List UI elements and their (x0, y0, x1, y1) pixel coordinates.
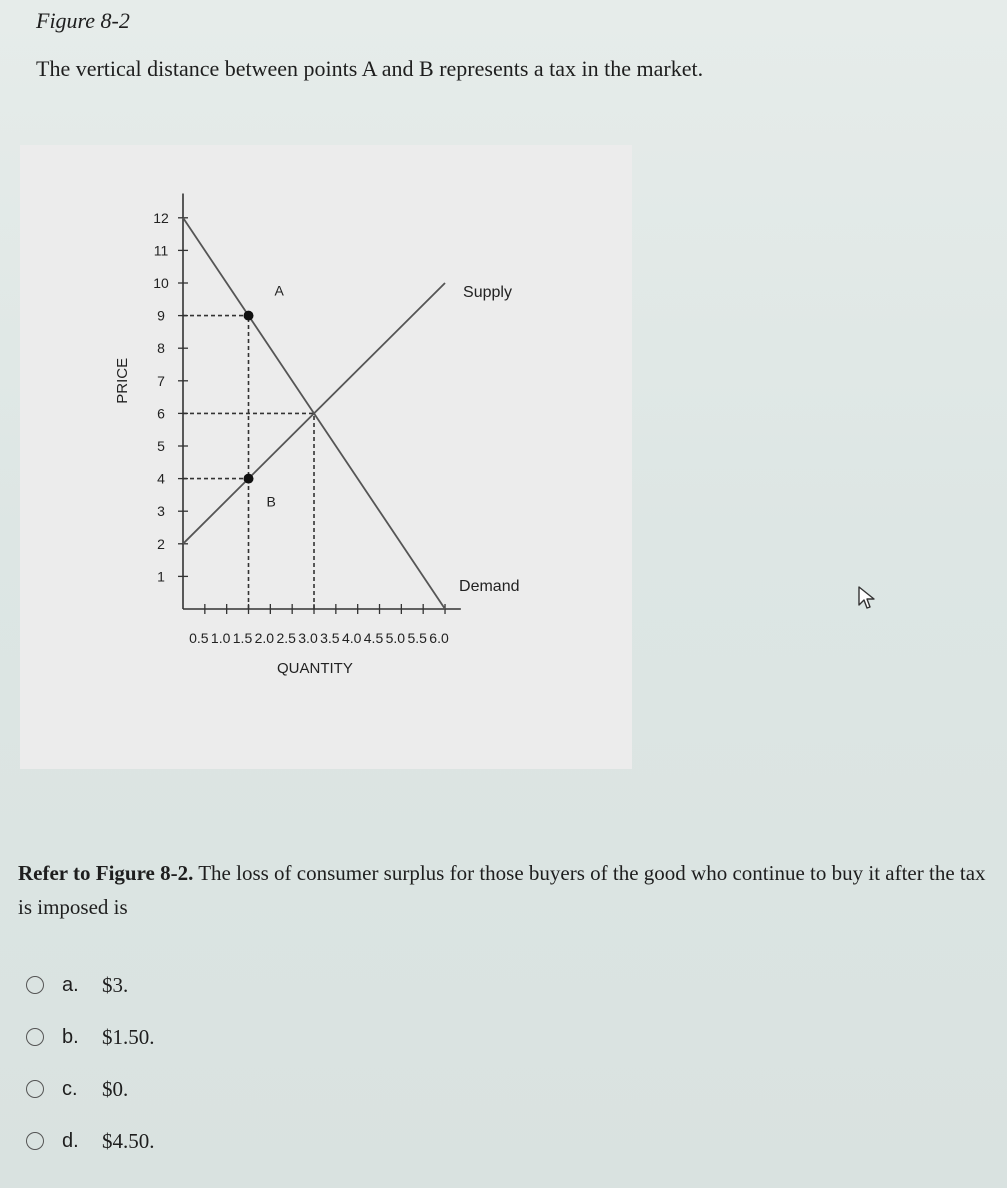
x-tick-label: 1.0 (210, 630, 231, 646)
x-axis-label: QUANTITY (277, 660, 353, 677)
option-letter: b. (62, 1025, 79, 1048)
option-text: $4.50. (102, 1128, 155, 1153)
figure-title: Figure 8-2 (36, 8, 130, 33)
y-tick-label: 11 (153, 242, 169, 259)
radio-button-icon[interactable] (26, 1132, 44, 1150)
radio-button-icon[interactable] (26, 1028, 44, 1046)
y-tick-label: 8 (157, 340, 165, 357)
option-b[interactable] (26, 1018, 155, 1056)
pointer-cursor-icon (855, 585, 881, 611)
option-text: $0. (102, 1076, 129, 1101)
x-tick-label: 4.0 (341, 630, 362, 646)
question-body: The loss of consumer surplus for those buyers of the good who continue to buy it after the tax is imposed is (18, 861, 986, 919)
demand-label: Demand (459, 578, 520, 595)
option-letter: d. (62, 1129, 79, 1152)
option-text: $1.50. (102, 1024, 155, 1049)
option-letter: a. (62, 973, 79, 996)
y-tick-label: 1 (157, 568, 165, 585)
option-letter: c. (62, 1077, 78, 1100)
y-tick-label: 2 (157, 535, 165, 552)
question-text (18, 856, 993, 924)
option-text: $3. (102, 972, 129, 997)
point-a-marker (244, 311, 254, 321)
y-tick-label: 7 (157, 372, 165, 389)
point-label-b: B (266, 493, 276, 510)
y-tick-label: 12 (153, 209, 169, 226)
x-tick-label: 3.0 (298, 630, 318, 646)
supply-label: Supply (463, 284, 512, 301)
y-tick-label: 6 (157, 405, 165, 422)
y-tick-label: 9 (157, 307, 165, 324)
supply-demand-chart (20, 145, 632, 769)
y-axis-label: PRICE (114, 357, 131, 404)
y-tick-label: 3 (157, 503, 165, 520)
x-tick-label: 1.5 (232, 630, 253, 646)
option-c[interactable] (26, 1070, 155, 1108)
x-tick-label: 3.5 (320, 630, 340, 646)
radio-button-icon[interactable] (26, 976, 44, 994)
y-tick-label: 4 (157, 470, 165, 487)
answer-options (26, 966, 155, 1174)
point-label-a: A (274, 282, 284, 299)
x-tick-label: 4.5 (363, 630, 384, 646)
figure-caption: The vertical distance between points A and B represents a tax in the market. (36, 56, 704, 81)
x-tick-label: 0.5 (189, 630, 209, 646)
y-tick-label: 10 (153, 275, 169, 291)
x-tick-label: 5.5 (407, 630, 427, 646)
option-a[interactable] (26, 966, 155, 1004)
x-tick-label: 2.5 (276, 630, 296, 646)
point-b-marker (244, 474, 254, 484)
radio-button-icon[interactable] (26, 1080, 44, 1098)
y-tick-label: 5 (157, 438, 165, 454)
x-tick-label: 2.0 (254, 630, 275, 646)
option-d[interactable] (26, 1122, 155, 1160)
x-tick-label: 5.0 (385, 630, 406, 646)
x-tick-label: 6.0 (429, 630, 449, 646)
chart-panel (20, 145, 632, 769)
question-prefix: Refer to Figure 8-2. (18, 861, 194, 885)
